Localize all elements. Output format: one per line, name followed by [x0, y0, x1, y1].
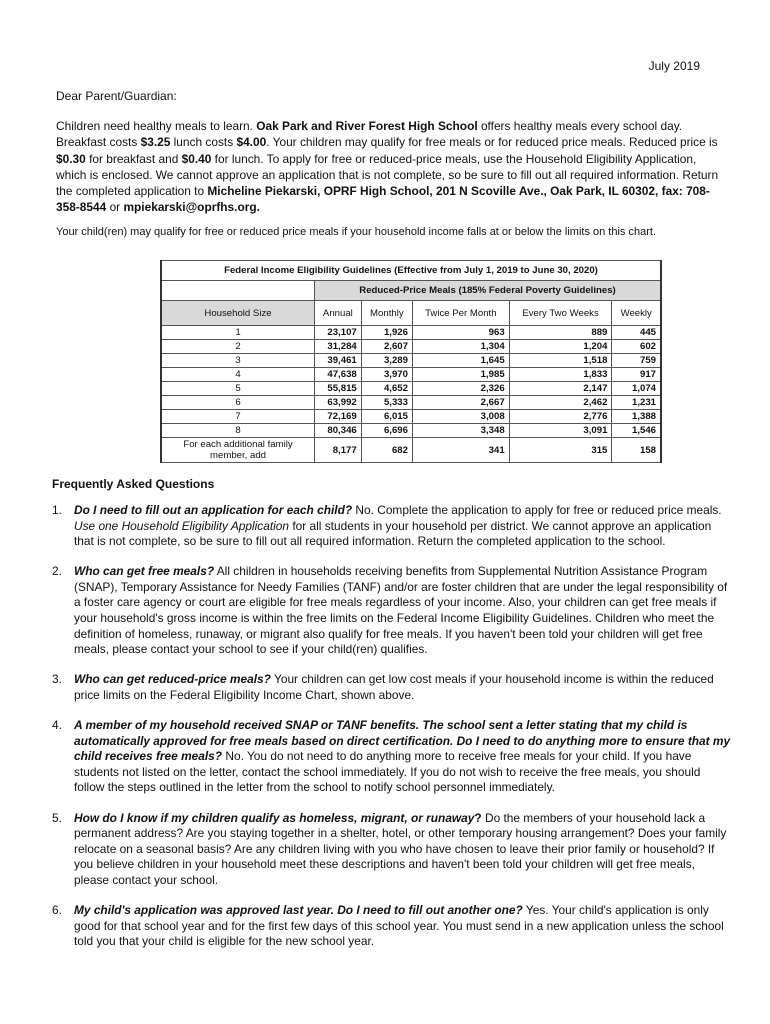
- cell-every-two-weeks: 3,091: [509, 424, 612, 438]
- intro-text: . Your children may qualify for free meals or for reduced price meals. Reduced price is: [266, 135, 718, 150]
- cell-every-two-weeks: 2,147: [509, 382, 612, 396]
- cell-every-two-weeks: 1,518: [509, 354, 612, 368]
- cell-annual: 39,461: [315, 354, 362, 368]
- faq-number: 6.: [52, 902, 62, 917]
- faq-item: [52, 903, 732, 950]
- intro-text: for breakfast and: [85, 151, 182, 166]
- cell-monthly: 5,333: [361, 396, 412, 410]
- cell-weekly: 1,388: [612, 410, 661, 424]
- faq-heading: Frequently Asked Questions: [52, 477, 215, 491]
- faq-question: A member of my household received SNAP or TANF benefits. The school sent a letter stating that my child is automatically approved for free meals based on direct certification. Do I need to do anything more to ensure that my child receives free meals?: [74, 718, 731, 764]
- faq-answer: No. You do not need to do anything more to receive free meals for your child. If you have students not listed on the letter, contact the school immediately. If you do not wish to receive the free meals, you should follow the steps outlined in the letter from the school to notify school personnel immediately.: [74, 749, 701, 795]
- table-row: [161, 326, 661, 340]
- cell-twice-per-month: 2,326: [412, 382, 509, 396]
- cell-monthly: 682: [361, 438, 412, 463]
- cell-size: 5: [161, 382, 315, 396]
- cell-size: For each additional family member, add: [161, 438, 315, 463]
- reduced-breakfast-price: $0.30: [56, 151, 86, 166]
- cell-every-two-weeks: 1,833: [509, 368, 612, 382]
- cell-every-two-weeks: 1,204: [509, 340, 612, 354]
- header-every-two-weeks: Every Two Weeks: [509, 301, 612, 326]
- faq-number: 3.: [52, 672, 62, 687]
- faq-question-mark: ?: [474, 810, 482, 825]
- cell-twice-per-month: 3,348: [412, 424, 509, 438]
- cell-twice-per-month: 341: [412, 438, 509, 463]
- cell-weekly: 445: [612, 326, 661, 340]
- cell-weekly: 759: [612, 354, 661, 368]
- header-weekly: Weekly: [612, 301, 661, 326]
- header-twice-per-month: Twice Per Month: [412, 301, 509, 326]
- faq-number: 5.: [52, 810, 62, 825]
- cell-size: 6: [161, 396, 315, 410]
- faq-question: Do I need to fill out an application for each child?: [74, 503, 353, 517]
- cell-every-two-weeks: 315: [509, 438, 612, 463]
- table-row: [161, 424, 661, 438]
- faq-question: My child's application was approved last year. Do I need to fill out another one?: [74, 902, 523, 917]
- faq-question: How do I know if my children qualify as homeless, migrant, or runaway: [74, 810, 475, 825]
- cell-every-two-weeks: 2,462: [509, 396, 612, 410]
- intro-text: Children need healthy meals to learn.: [56, 119, 257, 133]
- faq-item: [52, 503, 732, 550]
- faq-answer-emphasis: Use one Household Eligibility Application: [74, 518, 290, 533]
- cell-weekly: 917: [612, 368, 661, 382]
- cell-size: 7: [161, 410, 315, 424]
- cell-weekly: 602: [612, 340, 661, 354]
- cell-twice-per-month: 1,645: [412, 354, 509, 368]
- cell-monthly: 6,696: [361, 424, 412, 438]
- header-monthly: Monthly: [361, 301, 412, 326]
- cell-twice-per-month: 1,985: [412, 368, 509, 382]
- faq-list: [52, 503, 732, 964]
- cell-annual: 23,107: [315, 326, 362, 340]
- table-row-additional: [161, 438, 661, 463]
- cell-twice-per-month: 963: [412, 326, 509, 340]
- faq-answer: Your children can get low cost meals if your household income is within the reduced price limits on the Federal Eligibility Income Chart, shown above.: [74, 672, 714, 702]
- cell-size: 2: [161, 340, 315, 354]
- eligibility-note: Your child(ren) may qualify for free or reduced price meals if your household income falls at or below the limits on this chart.: [56, 226, 656, 238]
- cell-size: 4: [161, 368, 315, 382]
- header-annual: Annual: [315, 301, 362, 326]
- faq-answer: No. Complete the application to apply for free or reduced price meals.: [352, 503, 722, 517]
- cell-twice-per-month: 2,667: [412, 396, 509, 410]
- cell-monthly: 1,926: [361, 326, 412, 340]
- faq-item: [52, 564, 732, 658]
- cell-weekly: 1,074: [612, 382, 661, 396]
- intro-text: offers healthy meals every school day. Breakfast costs: [56, 119, 683, 150]
- cell-every-two-weeks: 2,776: [509, 410, 612, 424]
- table-row: [161, 396, 661, 410]
- cell-monthly: 3,289: [361, 354, 412, 368]
- contact-email[interactable]: mpiekarski@oprfhs.org.: [123, 200, 260, 215]
- cell-twice-per-month: 3,008: [412, 410, 509, 424]
- cell-weekly: 1,546: [612, 424, 661, 438]
- lunch-price: $4.00: [236, 135, 267, 150]
- cell-annual: 8,177: [315, 438, 362, 463]
- cell-annual: 63,992: [315, 396, 362, 410]
- cell-annual: 72,169: [315, 410, 362, 424]
- intro-text: lunch costs: [170, 135, 237, 150]
- table-title: Federal Income Eligibility Guidelines (Effective from July 1, 2019 to June 30, 2020): [161, 261, 661, 281]
- faq-number: 4.: [52, 718, 62, 733]
- faq-answer: All children in households receiving benefits from Supplemental Nutrition Assistance Program (SNAP), Temporary Assistance for Needy Families (TANF) and/or are foster children that are under the legal responsibility of a foster care agency or court are eligible for free meals regardless of your income. Also, your children can get free meals if your household's gross income is within the free limits on the Federal Income Eligibility Guidelines. Children who meet the definition of homeless, runaway, or migrant also qualify for free meals. If you haven't been told your children will get free meals, please contact your school to see if your child(ren) qualifies.: [74, 564, 728, 657]
- faq-question: Who can get free meals?: [74, 564, 215, 579]
- faq-number: 2.: [52, 564, 62, 579]
- faq-number: 1.: [52, 503, 62, 517]
- cell-every-two-weeks: 889: [509, 326, 612, 340]
- table-subtitle: Reduced-Price Meals (185% Federal Poverty Guidelines): [315, 281, 662, 301]
- header-household-size: Household Size: [161, 301, 315, 326]
- cell-monthly: 2,607: [361, 340, 412, 354]
- intro-text: or: [106, 200, 124, 215]
- intro-text: for lunch. To apply for free or reduced-price meals, use the Household Eligibility Application, which is enclosed. We cannot approve an application that is not complete, so be sure to fill out all required information. Return the completed application to: [56, 151, 719, 199]
- cell-annual: 80,346: [315, 424, 362, 438]
- cell-weekly: 158: [612, 438, 661, 463]
- faq-item: [52, 811, 732, 889]
- income-eligibility-table: [160, 260, 662, 463]
- school-name: Oak Park and River Forest High School: [256, 119, 478, 133]
- intro-paragraph: [56, 118, 728, 216]
- table-row: [161, 354, 661, 368]
- letter-date: July 2019: [648, 59, 700, 73]
- faq-item: [52, 718, 732, 796]
- table-subtitle-spacer: [161, 281, 315, 301]
- table-row: [161, 382, 661, 396]
- cell-annual: 55,815: [315, 382, 362, 396]
- faq-answer: for all students in your household per district. We cannot approve an application that is not complete, so be sure to fill out all required information. Return the completed application to the school.: [74, 518, 712, 549]
- cell-weekly: 1,231: [612, 396, 661, 410]
- cell-annual: 47,638: [315, 368, 362, 382]
- breakfast-price: $3.25: [140, 135, 171, 150]
- faq-answer: Do the members of your household lack a permanent address? Are you staying together in a shelter, hotel, or other temporary housing arrangement? Does your family relocate on a seasonal basis? Are any children living with you who have chosen to leave their prior family or household? If you believe children in your household meet these descriptions and haven't been told your children will get free meals, please contact your school.: [74, 810, 727, 887]
- cell-annual: 31,284: [315, 340, 362, 354]
- table-row: [161, 368, 661, 382]
- cell-size: 8: [161, 424, 315, 438]
- cell-monthly: 6,015: [361, 410, 412, 424]
- faq-question: Who can get reduced-price meals?: [74, 672, 271, 687]
- contact-address: Micheline Piekarski, OPRF High School, 201 N Scoville Ave., Oak Park, IL 60302, fax: 708-358-8544: [56, 184, 710, 215]
- cell-monthly: 4,652: [361, 382, 412, 396]
- salutation: Dear Parent/Guardian:: [56, 89, 177, 103]
- reduced-lunch-price: $0.40: [181, 151, 212, 166]
- table-row: [161, 340, 661, 354]
- cell-twice-per-month: 1,304: [412, 340, 509, 354]
- cell-size: 1: [161, 326, 315, 340]
- cell-monthly: 3,970: [361, 368, 412, 382]
- faq-answer: Yes. Your child's application is only good for that school year and for the first few days of this school year. You must send in a new application unless the school told you that your child is eligible for the new school year.: [74, 902, 724, 949]
- faq-item: [52, 672, 732, 703]
- cell-size: 3: [161, 354, 315, 368]
- table-row: [161, 410, 661, 424]
